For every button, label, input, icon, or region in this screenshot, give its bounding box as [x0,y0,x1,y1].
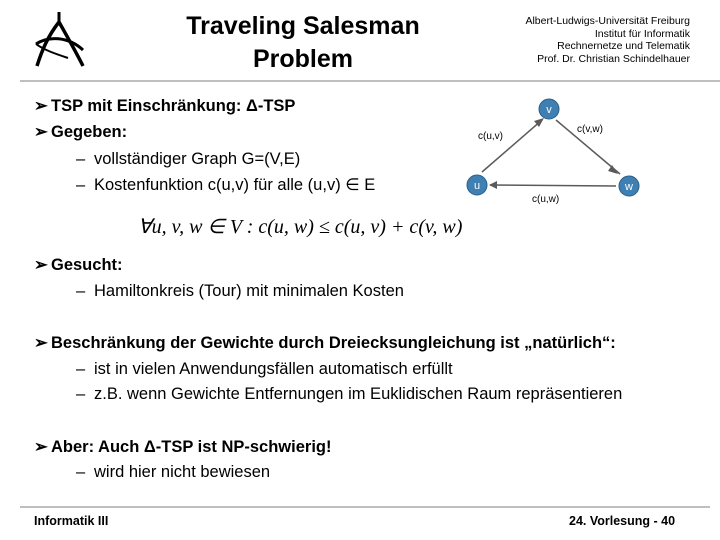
sub-bullet-hamilton [76,281,404,301]
sub-bullet-euclidean-text: z.B. wenn Gewichte Entfernungen im Euklidischen Raum repräsentieren [94,385,623,403]
institution-university: Albert-Ludwigs-Universität Freiburg [525,15,690,27]
institution-professor: Prof. Dr. Christian Schindelhauer [537,52,690,65]
sub-bullet-euclidean [76,384,622,404]
institution-block [468,15,690,65]
sub-bullet-cost [76,175,375,195]
dash-icon: – [76,176,86,194]
header-divider [20,80,720,82]
dash-icon: – [76,150,86,168]
edge-uv-label: c(u,v) [478,131,503,142]
sub-bullet-automatic-text: ist in vielen Anwendungsfällen automatisch erfüllt [94,360,453,378]
bullet-arrow-icon: ➢ [34,438,48,456]
node-v-label: v [546,104,552,116]
arrowhead-u-icon [489,181,497,189]
sub-bullet-graph [76,149,300,169]
edge-vw-label: c(v,w) [577,124,603,135]
edge-uw-label: c(u,w) [532,194,560,205]
sub-bullet-hamilton-text: Hamiltonkreis (Tour) mit minimalen Kosten [94,282,404,300]
bullet-arrow-icon: ➢ [34,334,48,352]
sub-bullet-graph-text: vollständiger Graph G=(V,E) [94,150,301,168]
arrowhead-w-icon [608,165,618,174]
node-u-label: u [473,180,481,192]
dash-icon: – [76,282,86,300]
institution-department: Rechnernetze und Telematik [557,40,690,52]
dash-icon: – [76,360,86,378]
bullet-arrow-icon: ➢ [34,97,48,115]
university-logo [28,10,90,68]
institution-institute: Institut für Informatik [594,27,690,40]
sub-bullet-cost-text: Kostenfunktion c(u,v) für alle (u,v) ∈ E [94,176,376,194]
bullet-sought-text: Gesucht: [51,256,123,274]
dash-icon: – [76,385,86,403]
sub-bullet-not-proven-text: wird hier nicht bewiesen [94,463,271,481]
title-line-2: Problem [252,45,354,73]
edge-uw [490,185,616,186]
sub-bullet-not-proven [76,462,270,482]
footer-course: Informatik III [34,514,109,528]
bullet-tsp-text: TSP mit Einschränkung: Δ-TSP [51,97,296,115]
triangle-graph [460,94,650,206]
bullet-np-hard [34,437,331,457]
bullet-tsp [34,96,295,116]
title-line-1: Traveling Salesman [186,12,420,40]
bullet-given-text: Gegeben: [51,123,128,141]
bullet-np-hard-text: Aber: Auch Δ-TSP ist NP-schwierig! [51,438,332,456]
slide-title [158,10,448,76]
sub-bullet-automatic [76,359,453,379]
dash-icon: – [76,463,86,481]
footer-divider [20,506,710,508]
bullet-arrow-icon: ➢ [34,123,48,141]
bullet-arrow-icon: ➢ [34,256,48,274]
node-w-label: w [625,181,633,193]
bullet-given [34,122,127,142]
bullet-restriction [34,333,616,353]
footer-page-number: 24. Vorlesung - 40 [569,514,676,528]
bullet-restriction-text: Beschränkung der Gewichte durch Dreiecksungleichung ist „natürlich“: [51,334,616,352]
triangle-inequality-formula: ∀u, v, w ∈ V : c(u, w) ≤ c(u, v) + c(v, w) [138,216,463,238]
bullet-sought [34,255,123,275]
edge-uv [482,120,542,172]
